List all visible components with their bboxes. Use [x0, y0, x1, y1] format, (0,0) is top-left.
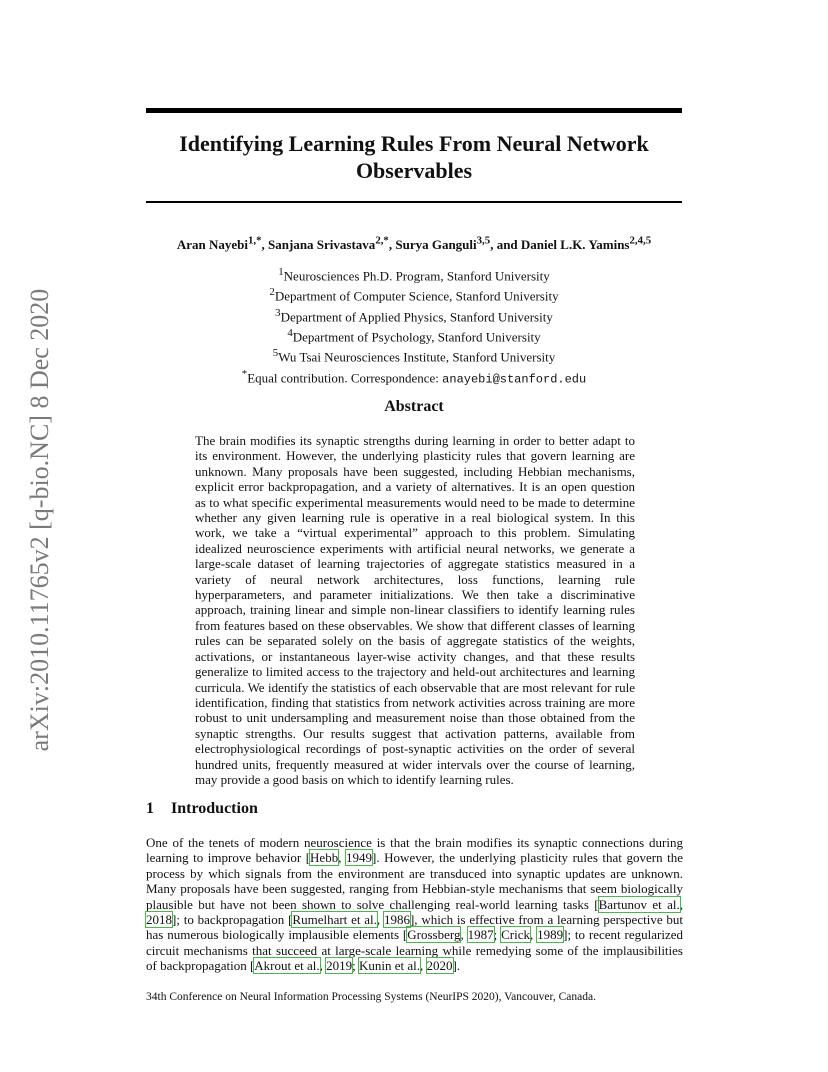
intro-text: ,	[420, 958, 427, 974]
citation-link[interactable]: 1987	[467, 927, 494, 943]
section-heading-introduction	[146, 800, 258, 818]
intro-text: ]; to recent regularized circuit mechanisms that succeed at large-scale learning while remedying some of the implausibilities of backpropagation [	[146, 927, 683, 974]
intro-text: ;	[493, 927, 502, 943]
abstract-body: The brain modifies its synaptic strengths during learning in order to better adapt to its environment. However, the underlying plasticity rules that govern learning are unknown. Many proposals have been suggested, including Hebbian mechanisms, explicit error backpropagation, and a variety of alternatives. It is an open question as to what specific experimental measurements would need to be made to determine whether any given learning rule is operative in a real biological system. In this work, we take a “virtual experimental” approach to this problem. Simulating idealized neuroscience experiments with artificial neural networks, we generate a large-scale dataset of learning trajectories of aggregate statistics measured in a variety of neural network architectures, loss functions, learning rule hyperparameters, and parameter initializations. We then take a discriminative approach, training linear and simple non-linear classifiers to identify learning rules from features based on these observables. We show that different classes of learning rules can be separated solely on the basis of aggregate statistics of the weights, activations, or instantaneous layer-wise activity changes, and that these results generalize to limited access to the trajectory and held-out architectures and learning curricula. We identify the statistics of each observable that are most relevant for rule identification, finding that statistics from network activities across training are more robust to unit undersampling and measurement noise than those obtained from the synaptic strengths. Our results suggest that activation patterns, available from electrophysiological recordings of post-synaptic activities on the order of several hundred units, frequently measured at wider intervals over the course of learning, may provide a good basis on which to identify learning rules.	[195, 433, 635, 787]
affiliation-1: $^1$Neurosciences Ph.D. Program, Stanford University	[278, 266, 550, 284]
contribution-note: *Equal contribution. Correspondence: anayebi@stanford.edu	[241, 367, 587, 386]
intro-text: ,	[338, 850, 347, 866]
intro-text: ]. However, the underlying plasticity rules that govern the process by which signals from the environment are transduced into synaptic updates are unknown. Many proposals have been suggested, ranging from Hebbian-style mechanisms that seem biologically plausible but have not been shown to solve challenging real-world learning tasks [	[146, 850, 684, 912]
correspondence-email[interactable]: anayebi@stanford.edu	[442, 371, 587, 386]
affiliation-2: $^2$Department of Computer Science, Stanford University	[269, 286, 559, 304]
title-line-2: Observables	[355, 158, 473, 183]
introduction-paragraph	[146, 835, 683, 974]
author-4: Daniel L.K. Yamins$^{2,4,5}$	[520, 235, 652, 253]
intro-text: ], which is effective from a learning perspective but has numerous biologically implausible elements [	[146, 912, 683, 943]
title-top-rule	[146, 108, 682, 113]
citation-link[interactable]: 2020	[426, 958, 453, 974]
intro-text: ,	[679, 896, 683, 912]
citation-link[interactable]: 1949	[346, 850, 373, 866]
abstract-heading: Abstract	[384, 398, 444, 415]
author-2: Sanjana Srivastava$^{2,*}$,	[268, 235, 396, 253]
title-line-1: Identifying Learning Rules From Neural Network	[179, 131, 649, 156]
affiliation-4: $^4$Department of Psychology, Stanford University	[287, 326, 541, 345]
intro-text: ,	[529, 927, 538, 943]
section-number: 1	[146, 800, 154, 817]
affiliation-5: $^5$Wu Tsai Neurosciences Institute, Stanford University	[272, 347, 556, 365]
citation-link[interactable]: Grossberg	[407, 927, 461, 943]
citation-link[interactable]: Rumelhart et al.	[292, 912, 377, 928]
citation-link[interactable]: Crick	[501, 927, 530, 943]
author-3: Surya Ganguli$^{3,5}$, and	[395, 235, 521, 253]
affiliation-3: $^3$Department of Applied Physics, Stanford University	[275, 306, 553, 324]
paper-title	[146, 130, 682, 184]
citation-link[interactable]: Kunin et al.	[359, 958, 421, 974]
author-list	[146, 235, 682, 253]
conference-footer: 34th Conference on Neural Information Processing Systems (NeurIPS 2020), Vancouver, Canada.	[146, 991, 596, 1003]
author-1: Aran Nayebi$^{1,*}$,	[176, 235, 269, 253]
citation-link[interactable]: Hebb	[310, 850, 339, 866]
intro-text: One of the tenets of modern neuroscience is that the brain modifies its synaptic connections during learning to improve behavior [	[146, 835, 683, 866]
intro-text: ;	[352, 958, 360, 974]
citation-link[interactable]: 1986	[383, 912, 410, 928]
citation-link[interactable]: Akrout et al.	[254, 958, 320, 974]
title-bottom-rule	[146, 201, 682, 203]
intro-text: ]; to backpropagation [	[172, 912, 293, 928]
section-title: Introduction	[171, 800, 258, 817]
citation-link[interactable]: 2018	[146, 912, 172, 928]
intro-text: ,	[460, 927, 468, 943]
affiliations	[146, 264, 682, 387]
citation-link[interactable]: 2019	[326, 958, 353, 974]
arxiv-side-stamp: arXiv:2010.11765v2 [q-bio.NC] 8 Dec 2020	[25, 288, 54, 752]
citation-link[interactable]: 1989	[537, 927, 564, 943]
citation-link[interactable]: Bartunov et al.	[598, 896, 680, 912]
intro-text: ,	[376, 912, 384, 928]
intro-text: ].	[452, 958, 461, 974]
intro-text: ,	[319, 958, 327, 974]
